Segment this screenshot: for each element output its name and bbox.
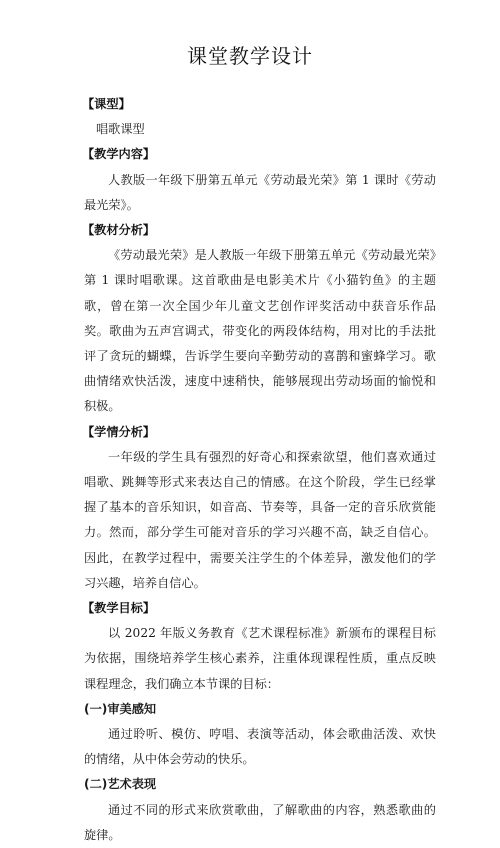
material-text: 《劳动最光荣》是人教版一年级下册第五单元《劳动最光荣》第 1 课时唱歌课。这首歌曲是电影美术片《小猫钓鱼》的主题歌，曾在第一次全国少年儿童文艺创作评奖活动中获音乐作品奖。歌曲为五声宫调式，带变化的两段体结构，用对比的手法批评了贪玩的蝴蝶，告诉学生要向辛勤劳动的喜鹊和蜜蜂学习。歌曲情绪欢快活泼，速度中速稍快，能够展现出劳动场面的愉悦和积极。 [84,248,436,414]
section-heading-course-type: 【课型】 [82,97,131,111]
page-title: 课堂教学设计 [187,44,313,68]
goal-heading-artistic: (二)艺术表现 [84,777,157,792]
section-heading-content: 【教学内容】 [82,147,156,162]
section-heading-students: 【学情分析】 [82,424,156,439]
goal-text-aesthetic: 通过聆听、模仿、哼唱、表演等活动，体会歌曲活泼、欢快的情绪，从中体会劳动的快乐。 [84,727,436,767]
goal-text-artistic: 通过不同的形式来欣赏歌曲，了解歌曲的内容，熟悉歌曲的旋律。 [84,802,436,842]
course-type-text: 唱歌课型 [96,122,145,137]
section-heading-material: 【教材分析】 [82,223,156,238]
content-text: 人教版一年级下册第五单元《劳动最光荣》第 1 课时《劳动最光荣》。 [84,172,436,212]
document-body [84,92,436,848]
students-text: 一年级的学生具有强烈的好奇心和探索欲望，他们喜欢通过唱歌、跳舞等形式来表达自己的情感。在这个阶段，学生已经掌握了基本的音乐知识，如音高、节奏等，具备一定的音乐欣赏能力。然而，部分学生可能对音乐的学习兴趣不高，缺乏自信心。因此，在教学过程中，需要关注学生的个体差异，激发他们的学习兴趣，培养自信心。 [84,449,436,590]
goals-text: 以 2022 年版义务教育《艺术课程标准》新颁布的课程目标为依据，围绕培养学生核心素养，注重体现课程性质，重点反映课程理念，我们确立本节课的目标： [84,626,436,691]
section-heading-goals: 【教学目标】 [82,601,156,616]
goal-heading-aesthetic: (一)审美感知 [84,701,157,716]
